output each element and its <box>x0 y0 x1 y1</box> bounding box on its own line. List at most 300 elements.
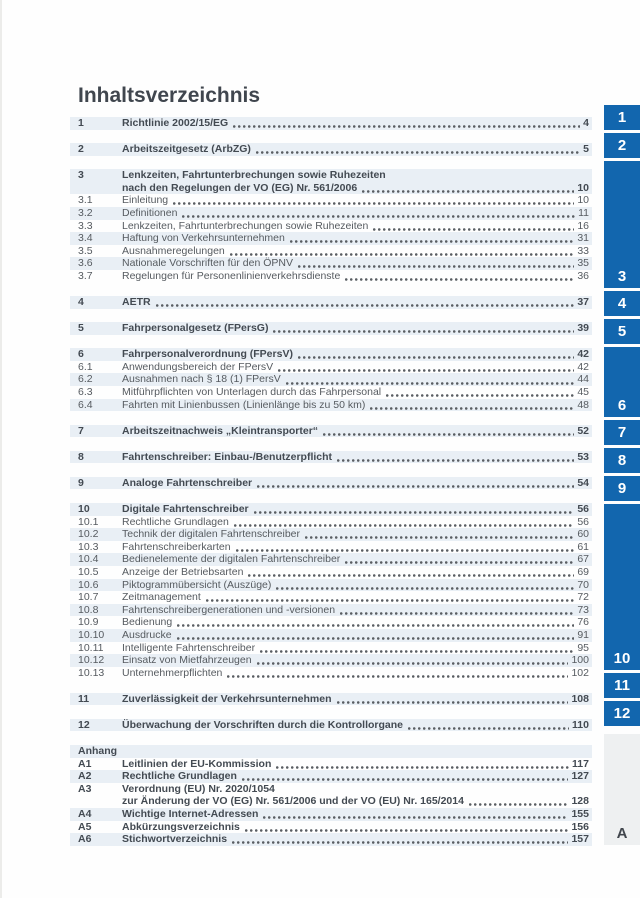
toc-entry-label: AETR <box>122 296 151 309</box>
toc-line <box>122 629 589 642</box>
toc-entry-number: 10.4 <box>78 553 99 566</box>
toc-entry-body <box>122 425 589 438</box>
toc-row <box>70 194 592 207</box>
toc-row <box>70 566 592 579</box>
toc-entry-label: Haftung von Verkehrsunternehmen <box>122 232 285 245</box>
toc-line <box>122 642 589 655</box>
chapter-tab-2 <box>604 133 640 158</box>
toc-row <box>70 270 592 283</box>
chapter-tab-5 <box>604 319 640 344</box>
dot-leader <box>290 240 574 243</box>
toc-entry-page: 45 <box>577 386 589 398</box>
toc-entry-body <box>122 361 589 374</box>
toc-row <box>70 553 592 566</box>
toc-entry-number: 6.1 <box>78 360 93 373</box>
toc-entry-label: Lenkzeiten, Fahrtunterbrechungen sowie Ruhezeiten <box>122 219 369 232</box>
chapter-tab-label: 3 <box>617 268 627 285</box>
toc-row <box>70 361 592 374</box>
toc-entry-label: Zeitmanagement <box>122 591 201 604</box>
toc-entry-label: Ausnahmeregelungen <box>122 244 225 257</box>
toc-entry-label: Technik der digitalen Fahrtenschreiber <box>122 528 301 541</box>
toc-line <box>122 719 589 732</box>
toc-entry-body <box>122 833 589 846</box>
chapter-tab-label: 6 <box>617 397 627 414</box>
toc-entry-label: Bedienelemente der digitalen Fahrtenschreiber <box>122 553 341 566</box>
toc-entry-number: 3.5 <box>78 244 93 257</box>
toc-entry-number: 10.3 <box>78 540 99 553</box>
toc-line <box>122 795 589 808</box>
toc-row <box>70 667 592 680</box>
dot-leader <box>337 701 569 704</box>
toc-entry-page: 91 <box>577 628 589 641</box>
dot-leader <box>257 485 574 488</box>
chapter-tab-10 <box>604 504 640 670</box>
toc-line <box>122 399 589 412</box>
toc-entry-number: A6 <box>78 833 92 846</box>
dot-leader <box>386 394 574 397</box>
toc-entry-body <box>122 642 589 655</box>
toc-line <box>122 693 589 706</box>
dot-leader <box>286 382 575 385</box>
toc-row <box>70 693 592 706</box>
toc-entry-page: 157 <box>571 833 589 846</box>
toc-entry-page: 42 <box>577 360 589 373</box>
toc-entry-page: 4 <box>583 117 589 129</box>
toc-entry-number: 9 <box>78 476 84 489</box>
toc-entry-page: 72 <box>577 591 589 604</box>
toc-entry-page: 36 <box>577 269 589 282</box>
toc-row <box>70 425 592 438</box>
toc-line <box>122 361 589 374</box>
toc-entry-label: Definitionen <box>122 206 178 219</box>
toc-row <box>70 745 592 758</box>
toc-row <box>70 528 592 541</box>
dot-leader <box>182 215 575 218</box>
toc-entry-page: 10 <box>577 181 589 194</box>
chapter-tab-label: A <box>616 825 628 842</box>
toc-entry-page: 127 <box>571 770 589 783</box>
toc-entry-body <box>122 808 589 821</box>
toc-row <box>70 296 592 309</box>
dot-leader <box>254 511 575 514</box>
chapter-tab-1 <box>604 105 640 130</box>
toc-entry-number: 1 <box>78 117 84 129</box>
toc-line <box>122 616 589 629</box>
toc-row <box>70 516 592 529</box>
toc-entry-label: Anwendungsbereich der FPersV <box>122 360 274 373</box>
toc-row <box>70 386 592 399</box>
toc-row <box>70 399 592 412</box>
toc-line <box>122 758 589 771</box>
toc-block <box>78 503 589 679</box>
toc-entry-body <box>122 579 589 592</box>
toc-entry-body <box>122 296 589 309</box>
toc-line <box>122 270 589 283</box>
toc-entry-label: Digitale Fahrtenschreiber <box>122 502 249 515</box>
dot-leader <box>245 829 569 832</box>
toc-row <box>70 503 592 516</box>
toc-entry-number: 6.2 <box>78 373 93 386</box>
dot-leader <box>298 265 574 268</box>
dot-leader <box>276 766 569 769</box>
toc-entry-body <box>122 541 589 554</box>
toc-line <box>122 117 589 130</box>
chapter-tab-label: 1 <box>617 109 627 126</box>
toc-entry-body <box>122 117 589 130</box>
toc-line <box>122 232 589 245</box>
dot-leader <box>345 278 574 281</box>
toc-entry-page: 56 <box>577 515 589 528</box>
dot-leader <box>260 650 574 653</box>
toc-entry-number: 3 <box>78 169 84 182</box>
toc-entry-number: 10.6 <box>78 578 99 591</box>
toc-row <box>70 541 592 554</box>
toc-entry-body <box>122 821 589 834</box>
chapter-tab-label: 9 <box>617 480 627 497</box>
toc-entry-page: 100 <box>571 654 589 667</box>
toc-content <box>78 84 589 846</box>
toc-line <box>122 425 589 438</box>
toc-entry-body <box>122 693 589 706</box>
dot-leader <box>233 125 580 128</box>
toc-entry-page: 39 <box>577 322 589 335</box>
toc-entry-page: 67 <box>577 553 589 566</box>
toc-entry-number: 10.2 <box>78 528 99 541</box>
toc-entry-number: 10 <box>78 502 90 515</box>
dot-leader <box>408 727 569 730</box>
toc-row <box>70 322 592 335</box>
toc-entry-page: 60 <box>577 528 589 541</box>
dot-leader <box>257 662 569 665</box>
toc-entry-body <box>122 758 589 771</box>
toc-entry-number: A3 <box>78 782 92 795</box>
toc-entry-label: Fahrpersonalgesetz (FPersG) <box>122 322 269 335</box>
dot-leader <box>230 253 575 256</box>
toc-line <box>122 528 589 541</box>
toc-entry-number: 10.12 <box>78 654 105 667</box>
toc-entry-body <box>122 399 589 412</box>
dot-leader <box>298 356 574 359</box>
page-title: Inhaltsverzeichnis <box>78 84 261 107</box>
chapter-tab-label: 10 <box>613 650 631 667</box>
toc-line <box>122 322 589 335</box>
toc-entry-body <box>122 591 589 604</box>
toc-entry-body <box>122 566 589 579</box>
toc-entry-body <box>122 386 589 399</box>
toc-entry-body <box>122 654 589 667</box>
toc-entry-body <box>122 348 589 361</box>
toc-entry-body <box>122 194 589 207</box>
toc-line <box>122 503 589 516</box>
toc-entry-number: 8 <box>78 450 84 463</box>
toc-entry-number: 10.11 <box>78 641 104 654</box>
toc-entry-body <box>122 528 589 541</box>
toc-line <box>122 566 589 579</box>
chapter-tab-anhang <box>604 734 640 845</box>
toc-entry-page: 70 <box>577 578 589 591</box>
toc-line <box>122 654 589 667</box>
chapter-tab-label: 12 <box>613 705 631 722</box>
toc-line <box>122 579 589 592</box>
toc-block <box>78 693 589 706</box>
chapter-tab-label: 7 <box>617 424 627 441</box>
toc-entry-page: 76 <box>577 616 589 629</box>
toc-entry-number: A1 <box>78 757 92 770</box>
dot-leader <box>256 151 580 154</box>
toc-entry-label: Arbeitszeitgesetz (ArbZG) <box>122 143 251 156</box>
toc-line <box>122 770 589 783</box>
toc-line <box>122 194 589 207</box>
toc-entry-label: Fahrtenschreiber: Einbau-/Benutzerpflicht <box>122 450 333 463</box>
toc-entry-body <box>122 257 589 270</box>
toc-line <box>122 169 589 182</box>
toc-row <box>70 719 592 732</box>
dot-leader <box>236 549 575 552</box>
toc-entry-label: Einsatz von Mietfahrzeugen <box>122 654 252 667</box>
toc-line <box>122 451 589 464</box>
toc-line <box>122 245 589 258</box>
toc-block <box>78 451 589 464</box>
toc-entry-label: Rechtliche Grundlagen <box>122 770 237 783</box>
toc-block <box>78 143 589 156</box>
toc-line <box>122 833 589 846</box>
toc-entry-number: 3.6 <box>78 257 93 270</box>
toc-line <box>122 207 589 220</box>
toc-line <box>122 808 589 821</box>
toc-block <box>78 348 589 411</box>
dot-leader <box>278 369 574 372</box>
toc-line <box>122 348 589 361</box>
toc-entry-body <box>122 516 589 529</box>
toc-entry-page: 35 <box>577 257 589 270</box>
toc-block <box>78 745 589 846</box>
toc-entry-label: Nationale Vorschriften für den ÖPNV <box>122 257 294 270</box>
toc-block <box>78 296 589 309</box>
dot-leader <box>177 624 574 627</box>
chapter-tab-label: 8 <box>617 452 627 469</box>
toc-entry-label: Lenkzeiten, Fahrtunterbrechungen sowie Ruhezeiten <box>122 169 386 182</box>
dot-leader <box>234 524 574 527</box>
toc-entry-number: 3.4 <box>78 232 93 245</box>
toc-entry-page: 5 <box>583 143 589 156</box>
toc-row <box>70 451 592 464</box>
toc-entry-page: 108 <box>571 692 589 705</box>
chapter-tab-4 <box>604 291 640 316</box>
toc-line <box>122 783 589 796</box>
toc-entry-body <box>122 477 589 490</box>
dot-leader <box>362 190 574 193</box>
toc-entry-body <box>122 503 589 516</box>
toc-entry-number: 3.2 <box>78 206 93 219</box>
toc-line <box>122 553 589 566</box>
chapter-tab-8 <box>604 448 640 473</box>
toc-line <box>122 373 589 386</box>
toc-entry-page: 53 <box>577 450 589 463</box>
toc-entry-label: Ausnahmen nach § 18 (1) FPersV <box>122 373 281 386</box>
dot-leader <box>227 675 568 678</box>
toc-list <box>78 117 589 846</box>
toc-row <box>70 654 592 667</box>
toc-row <box>70 207 592 220</box>
toc-entry-body <box>122 451 589 464</box>
toc-row <box>70 245 592 258</box>
toc-entry-number: 12 <box>78 718 90 731</box>
toc-entry-number: 3.7 <box>78 269 93 282</box>
toc-entry-label: Verordnung (EU) Nr. 2020/1054 <box>122 782 275 795</box>
toc-row <box>70 257 592 270</box>
toc-entry-label: Leitlinien der EU-Kommission <box>122 757 272 770</box>
toc-entry-page: 110 <box>572 718 589 731</box>
toc-line <box>122 182 589 195</box>
toc-block <box>78 719 589 732</box>
toc-block <box>78 425 589 438</box>
toc-entry-page: 117 <box>572 757 589 770</box>
toc-entry-label: Fahrpersonalverordnung (FPersV) <box>122 348 293 361</box>
dot-leader <box>305 536 574 539</box>
dot-leader <box>337 459 574 462</box>
chapter-tab-label: 4 <box>617 295 627 312</box>
dot-leader <box>173 202 574 205</box>
chapter-tab-12 <box>604 701 640 726</box>
toc-entry-label: Richtlinie 2002/15/EG <box>122 117 229 129</box>
dot-leader <box>263 816 568 819</box>
toc-entry-number: 6.3 <box>78 386 93 398</box>
toc-entry-number: A5 <box>78 820 92 833</box>
toc-entry-body <box>122 616 589 629</box>
toc-entry-label: Fahrten mit Linienbussen (Linienlänge bis zu 50 km) <box>122 398 366 411</box>
toc-entry-body <box>122 745 589 758</box>
toc-entry-number: 5 <box>78 322 84 335</box>
toc-entry-label: zur Änderung der VO (EG) Nr. 561/2006 und der VO (EU) Nr. 165/2014 <box>122 795 464 808</box>
toc-row <box>70 220 592 233</box>
toc-entry-label: Einleitung <box>122 194 169 207</box>
toc-entry-label: Mitführpflichten von Unterlagen durch das Fahrpersonal <box>122 386 382 398</box>
toc-entry-body <box>122 143 589 156</box>
dot-leader <box>340 612 574 615</box>
toc-entry-page: 128 <box>571 795 589 808</box>
toc-entry-label: Analoge Fahrtenschreiber <box>122 476 253 489</box>
toc-entry-number: 4 <box>78 296 84 309</box>
toc-entry-page: 48 <box>577 398 589 411</box>
toc-line <box>122 541 589 554</box>
toc-entry-page: 31 <box>577 232 589 245</box>
toc-entry-label: Intelligente Fahrtenschreiber <box>122 641 256 654</box>
toc-entry-number: Anhang <box>78 744 118 757</box>
dot-leader <box>177 637 575 640</box>
toc-entry-number: 10.7 <box>78 591 99 604</box>
toc-entry-page: 16 <box>577 219 589 232</box>
toc-entry-label: Wichtige Internet-Adressen <box>122 807 259 820</box>
toc-entry-page: 95 <box>577 641 589 654</box>
dot-leader <box>232 841 568 844</box>
toc-block <box>78 477 589 490</box>
toc-entry-body <box>122 169 589 194</box>
toc-row <box>70 808 592 821</box>
toc-entry-page: 73 <box>577 603 589 616</box>
toc-row <box>70 117 592 130</box>
toc-entry-body <box>122 770 589 783</box>
toc-entry-page: 10 <box>577 194 589 207</box>
toc-entry-body <box>122 719 589 732</box>
toc-entry-page: 156 <box>571 820 589 833</box>
chapter-tab-label: 11 <box>614 677 630 694</box>
chapter-tab-7 <box>604 420 640 445</box>
toc-entry-number: 10.9 <box>78 616 99 629</box>
toc-entry-number: 3.3 <box>78 219 93 232</box>
toc-row <box>70 783 592 808</box>
toc-entry-page: 37 <box>577 296 589 309</box>
toc-row <box>70 604 592 617</box>
toc-entry-page: 61 <box>577 540 589 553</box>
toc-entry-number: 10.8 <box>78 603 99 616</box>
toc-entry-label: Stichwortverzeichnis <box>122 833 228 846</box>
toc-entry-body <box>122 245 589 258</box>
toc-entry-number: 10.1 <box>78 515 99 528</box>
chapter-tab-11 <box>604 673 640 698</box>
dot-leader <box>373 228 574 231</box>
toc-entry-body <box>122 220 589 233</box>
dot-leader <box>156 304 575 307</box>
toc-entry-page: 102 <box>571 666 589 679</box>
toc-entry-label: Anzeige der Betriebsarten <box>122 565 244 578</box>
toc-entry-body <box>122 232 589 245</box>
toc-entry-label: Bedienung <box>122 616 173 629</box>
toc-entry-page: 56 <box>577 502 589 515</box>
toc-entry-label: Abkürzungsverzeichnis <box>122 820 240 833</box>
toc-entry-page: 52 <box>577 424 589 437</box>
chapter-tab-3 <box>604 161 640 288</box>
toc-entry-page: 54 <box>577 476 589 489</box>
toc-entry-label: Unternehmerpflichten <box>122 666 223 679</box>
toc-row <box>70 348 592 361</box>
dot-leader <box>248 574 574 577</box>
toc-row <box>70 642 592 655</box>
chapter-tab-6 <box>604 347 640 417</box>
toc-line <box>122 821 589 834</box>
toc-entry-body <box>122 667 589 680</box>
toc-entry-label: Piktogrammübersicht (Auszüge) <box>122 578 272 591</box>
dot-leader <box>276 587 574 590</box>
toc-entry-body <box>122 373 589 386</box>
toc-row <box>70 821 592 834</box>
toc-line <box>122 143 589 156</box>
toc-block <box>78 117 589 130</box>
toc-entry-body <box>122 783 589 808</box>
toc-entry-number: 11 <box>78 692 90 705</box>
toc-entry-number: 6 <box>78 348 84 361</box>
toc-entry-label: Überwachung der Vorschriften durch die Kontrollorgane <box>122 718 404 731</box>
toc-row <box>70 591 592 604</box>
toc-entry-number: A2 <box>78 770 92 783</box>
toc-line <box>122 591 589 604</box>
toc-line <box>122 257 589 270</box>
chapter-tab-label: 5 <box>617 323 627 340</box>
toc-entry-page: 11 <box>578 206 589 219</box>
toc-entry-page: 33 <box>577 244 589 257</box>
toc-line <box>122 667 589 680</box>
toc-entry-label: Arbeitszeitnachweis „Kleintransporter“ <box>122 424 319 437</box>
toc-entry-body <box>122 322 589 335</box>
dot-leader <box>323 433 574 436</box>
toc-entry-label: Zuverlässigkeit der Verkehrsunternehmen <box>122 692 332 705</box>
toc-row <box>70 232 592 245</box>
dot-leader <box>206 599 575 602</box>
toc-row <box>70 169 592 194</box>
toc-entry-number: 10.13 <box>78 666 105 679</box>
toc-row <box>70 833 592 846</box>
toc-entry-number: 10.10 <box>78 628 105 641</box>
toc-line <box>122 220 589 233</box>
